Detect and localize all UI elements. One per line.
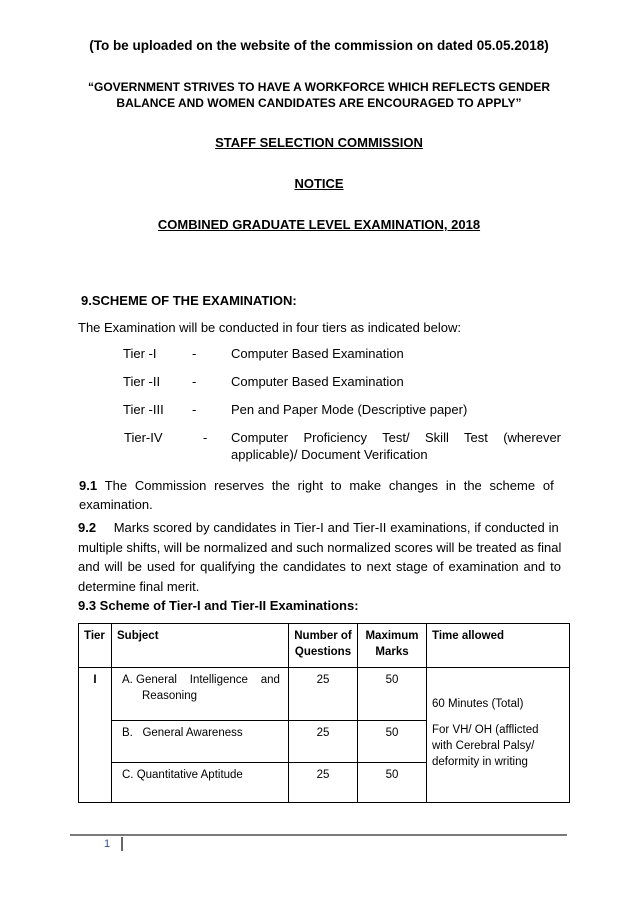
upload-note: (To be uploaded on the website of the commission on dated 05.05.2018): [89, 38, 549, 53]
header-subject: Subject: [112, 624, 289, 668]
org-title: STAFF SELECTION COMMISSION: [215, 135, 423, 150]
tier-mode-line-2: applicable)/ Document Verification: [231, 447, 428, 462]
tier-row-2: [0, 374, 638, 392]
tier-row-4: [0, 430, 638, 466]
tier-mode: Computer Based Examination: [231, 374, 404, 389]
section-9-heading: 9.SCHEME OF THE EXAMINATION:: [81, 293, 297, 308]
tier-dash: -: [192, 374, 197, 389]
questions-cell: 25: [289, 668, 358, 721]
scheme-table: [78, 623, 570, 803]
para-9-1-line-2: examination.: [79, 497, 153, 512]
tier-row-1: [0, 346, 638, 364]
time-line-4: deformity in writing: [432, 756, 528, 768]
header-questions-line-2: Questions: [294, 646, 352, 658]
tier-label: Tier -II: [123, 374, 161, 389]
slogan-line-1: “GOVERNMENT STRIVES TO HAVE A WORKFORCE WHICH REFLECTS GENDER: [87, 80, 551, 94]
time-line-3: with Cerebral Palsy/: [432, 740, 535, 752]
tier-cell: I: [79, 668, 112, 803]
footer-divider: [70, 834, 567, 836]
tier-dash: -: [192, 346, 197, 361]
header-questions: [289, 624, 358, 668]
tier-dash: -: [192, 402, 197, 417]
tier-mode-line-1: Computer Proficiency Test/ Skill Test (wherever: [231, 430, 561, 445]
para-9-2-number: 9.2: [78, 520, 97, 535]
questions-cell: 25: [289, 721, 358, 763]
tier-label: Tier -III: [123, 402, 164, 417]
para-9-1-number: 9.1: [79, 478, 98, 493]
marks-cell: 50: [358, 721, 427, 763]
subject-cell: B. General Awareness: [112, 721, 289, 763]
exam-title: COMBINED GRADUATE LEVEL EXAMINATION, 2018: [157, 217, 481, 232]
header-questions-line-1: Number of: [294, 630, 352, 642]
subject-line-1: A. General Intelligence and: [122, 674, 280, 686]
section-9-3-heading: 9.3 Scheme of Tier-I and Tier-II Examinations:: [78, 598, 359, 613]
tier-dash: -: [203, 430, 208, 445]
subject-cell: [112, 668, 289, 721]
header-time: Time allowed: [427, 624, 570, 668]
tier-label: Tier-IV: [124, 430, 163, 445]
tier-mode: Computer Based Examination: [231, 346, 404, 361]
para-9-2-line-1: Marks scored by candidates in Tier-I and Tier-II examinations, if conducted in: [113, 520, 559, 535]
header-marks: [358, 624, 427, 668]
para-9-1: [79, 476, 561, 514]
marks-cell: 50: [358, 668, 427, 721]
time-line-1: 60 Minutes (Total): [432, 698, 524, 710]
notice-title: NOTICE: [294, 176, 344, 191]
time-line-2: For VH/ OH (afflicted: [432, 724, 539, 736]
table-row: [79, 668, 570, 721]
subject-line-2: Reasoning: [142, 690, 197, 702]
para-9-2-line-3: and will be used for qualifying the candidates to next stage of examination and to: [78, 559, 561, 574]
marks-cell: 50: [358, 763, 427, 803]
para-9-2-line-2: multiple shifts, will be normalized and such normalized scores will be treated as final: [78, 539, 562, 555]
slogan-line-2: BALANCE AND WOMEN CANDIDATES ARE ENCOURAGED TO APPLY”: [116, 96, 522, 110]
header-marks-line-1: Maximum: [365, 630, 419, 642]
para-9-2-line-4: determine final merit.: [78, 578, 200, 594]
time-cell: [427, 668, 570, 803]
tier-label: Tier -I: [123, 346, 157, 361]
tier-mode: Pen and Paper Mode (Descriptive paper): [231, 402, 468, 417]
page-number-bar: [121, 837, 123, 851]
para-9-1-line-1: The Commission reserves the right to make changes in the scheme of: [104, 478, 554, 493]
section-9-intro: The Examination will be conducted in four tiers as indicated below:: [78, 320, 461, 335]
header-tier: Tier: [79, 624, 112, 668]
table-header-row: [79, 624, 570, 668]
header-marks-line-2: Marks: [375, 646, 409, 658]
page-number: 1: [104, 838, 111, 850]
questions-cell: 25: [289, 763, 358, 803]
subject-cell: C. Quantitative Aptitude: [112, 763, 289, 803]
para-9-2: [78, 518, 561, 596]
tier-row-3: [0, 402, 638, 420]
